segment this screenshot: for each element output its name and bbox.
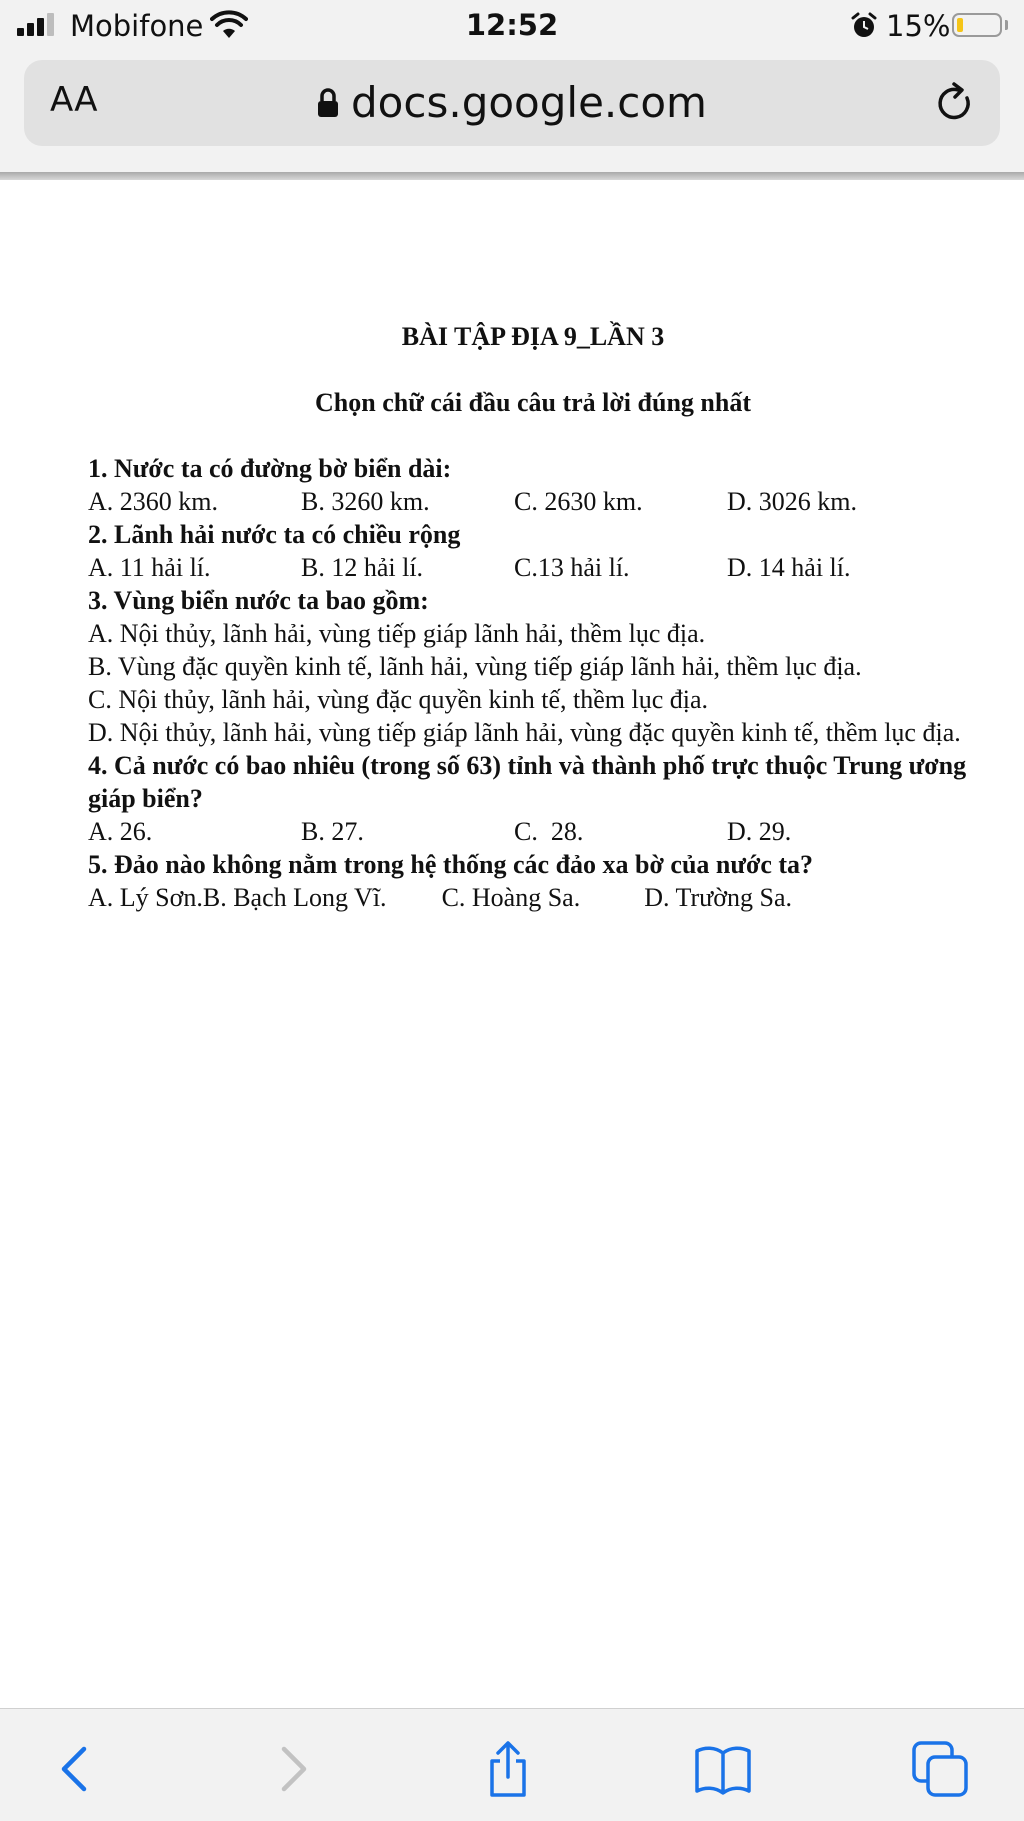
answer-option: C.13 hải lí. xyxy=(514,553,630,582)
answer-option: A. Nội thủy, lãnh hải, vùng tiếp giáp lãnh hải, thềm lục địa. xyxy=(88,619,706,648)
answer-option: A. 11 hải lí. xyxy=(88,553,211,582)
tabs-icon xyxy=(910,1739,970,1799)
answer-option: D. Trường Sa. xyxy=(644,883,793,912)
browser-bottom-toolbar xyxy=(0,1708,1024,1821)
answer-option: B. Vùng đặc quyền kinh tế, lãnh hải, vùng tiếp giáp lãnh hải, thềm lục địa. xyxy=(88,652,862,681)
question-5-options xyxy=(88,881,998,914)
forward-icon xyxy=(262,1739,322,1799)
question-4-options xyxy=(88,815,998,848)
tabs-button[interactable] xyxy=(910,1739,970,1799)
answer-option: B. 3260 km. xyxy=(301,487,430,516)
document-page xyxy=(88,320,998,914)
url-text[interactable]: docs.google.com xyxy=(351,78,707,127)
answer-option: C. 28. xyxy=(514,817,584,846)
question-3: 3. Vùng biển nước ta bao gồm: xyxy=(88,586,429,615)
answer-option: B. 27. xyxy=(301,817,364,846)
answer-option: D. 14 hải lí. xyxy=(727,553,851,582)
answer-option: C. Nội thủy, lãnh hải, vùng đặc quyền kinh tế, thềm lục địa. xyxy=(88,685,709,714)
back-button[interactable] xyxy=(46,1739,106,1799)
battery-level-fill xyxy=(957,18,963,32)
document-title: BÀI TẬP ĐỊA 9_LẦN 3 xyxy=(401,322,665,351)
answer-option: D. 29. xyxy=(727,817,792,846)
battery-percent: 15% xyxy=(886,9,951,43)
bookmarks-icon xyxy=(693,1739,753,1799)
answer-option: D. Nội thủy, lãnh hải, vùng tiếp giáp lãnh hải, vùng đặc quyền kinh tế, thềm lục địa. xyxy=(88,718,961,747)
browser-top-bar xyxy=(0,52,1024,172)
answer-option: B. 12 hải lí. xyxy=(301,553,424,582)
battery-nub xyxy=(1005,20,1008,30)
toolbar-divider xyxy=(0,172,1024,180)
share-icon xyxy=(478,1739,538,1799)
lock-icon xyxy=(317,88,339,118)
question-list xyxy=(88,452,998,914)
battery-icon xyxy=(952,13,1002,37)
bookmarks-button[interactable] xyxy=(693,1739,753,1799)
question-2: 2. Lãnh hải nước ta có chiều rộng xyxy=(88,520,461,549)
text-size-button[interactable]: AA xyxy=(50,80,98,120)
forward-button[interactable] xyxy=(262,1739,322,1799)
reload-icon[interactable] xyxy=(932,80,978,126)
address-bar[interactable] xyxy=(24,60,1000,146)
carrier-name: Mobifone xyxy=(70,9,204,43)
alarm-icon xyxy=(850,12,878,40)
status-time: 12:52 xyxy=(465,8,559,42)
question-1: 1. Nước ta có đường bờ biển dài: xyxy=(88,454,452,483)
question-2-options xyxy=(88,551,998,584)
answer-option: A. Lý Sơn. xyxy=(88,883,203,912)
answer-option: A. 26. xyxy=(88,817,153,846)
question-5: 5. Đảo nào không nằm trong hệ thống các đảo xa bờ của nước ta? xyxy=(88,850,814,879)
answer-option: C. Hoàng Sa. xyxy=(441,883,581,912)
answer-option: C. 2630 km. xyxy=(514,487,643,516)
question-4: 4. Cả nước có bao nhiêu (trong số 63) tỉnh và thành phố trực thuộc Trung ương giáp biển? xyxy=(88,751,967,813)
document-subtitle: Chọn chữ cái đầu câu trả lời đúng nhất xyxy=(315,388,751,417)
back-icon xyxy=(46,1739,106,1799)
share-button[interactable] xyxy=(478,1739,538,1799)
answer-option: B. Bạch Long Vĩ. xyxy=(202,883,387,912)
answer-option: A. 2360 km. xyxy=(88,487,218,516)
question-1-options xyxy=(88,485,998,518)
status-bar xyxy=(0,0,1024,52)
answer-option: D. 3026 km. xyxy=(727,487,857,516)
